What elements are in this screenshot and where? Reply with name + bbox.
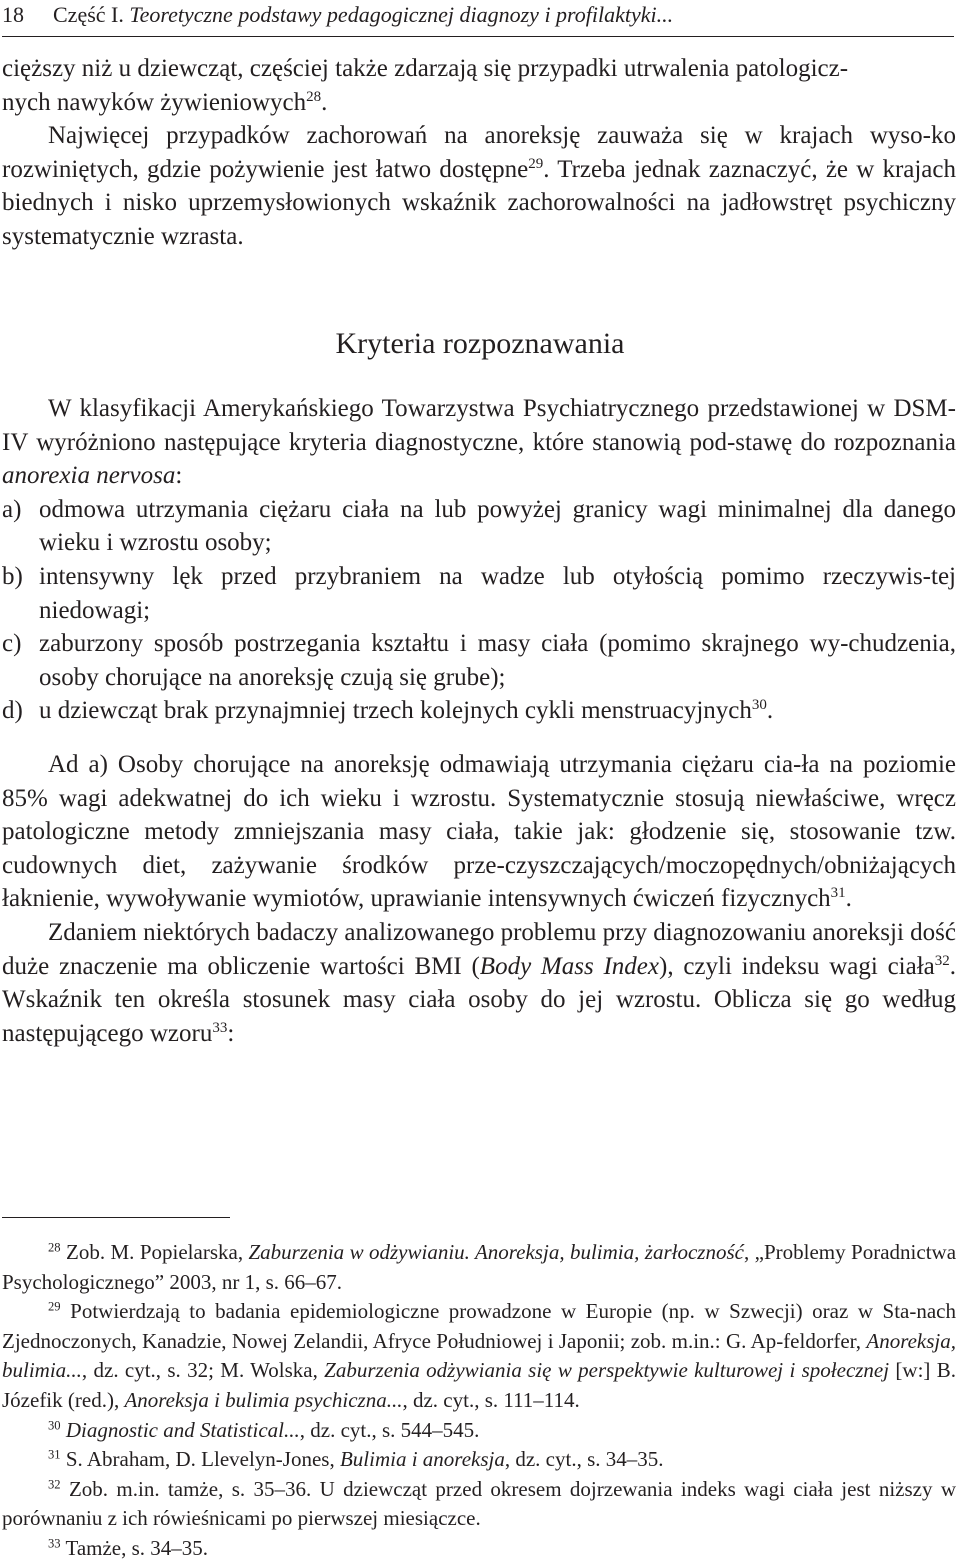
paragraph-line: nych nawyków żywieniowych: [2, 88, 307, 116]
list-item-text: u dziewcząt brak przynajmniej trzech kolejnych cykli menstruacyjnych: [39, 697, 752, 725]
italic-term: anorexia nervosa: [2, 462, 176, 490]
section-heading: Kryteria rozpoznawania: [335, 327, 625, 360]
paragraph-end: :: [227, 1019, 235, 1047]
paragraph-text: W klasyfikacji Amerykańskiego Towarzystwa Psychiatrycznego przedstawionej w DSM-IV wyróżniono następujące kryteria diagnostyczne, które stanowią pod-stawę do rozpoznania: [2, 395, 956, 456]
paragraph-text: Ad a) Osoby chorujące na anoreksję odmawiają utrzymania ciężaru cia-ła na poziomie 85% wagi adekwatnej do ich wieku i wzrostu. Systematycznie stosują niewłaściwe, wręcz patologiczne metody zmniejszania masy ciała, takie jak: głodzenie się, stosowanie tzw. cudownych diet, zażywanie środków prze-czyszczających/moczopędnych/obniżających łaknienie, wywoływanie wymiotów, uprawianie intensywnych ćwiczeń fizycznych: [2, 750, 956, 913]
paragraph: [2, 392, 956, 493]
footnote-italic: Zaburzenia odżywiania się w perspektywie kulturowej i społecznej: [324, 1358, 890, 1383]
footnote-text: , dz. cyt., s. 111–114.: [402, 1387, 580, 1412]
paragraph-line: cięższy niż u dziewcząt, częściej także zdarzają się przypadki utrwalenia patologicz-: [2, 55, 849, 82]
footnote-text: Potwierdzają to badania epidemiologiczne prowadzone w Europie (np. w Szwecji) oraz w Sta-nach Zjednoczonych, Kanadzie, Nowej Zelandii, Afryce Południowej i Japonii; zob. m.in.: G. Ap-feldorfer,: [2, 1299, 957, 1353]
paragraph-end: .: [321, 88, 328, 116]
footnote-text: , dz. cyt., s. 544–545.: [299, 1417, 480, 1442]
list-item: [2, 493, 956, 560]
list-item-end: .: [766, 697, 774, 725]
footnote-italic: Zaburzenia w odżywianiu. Anoreksja, bulimia, żarłoczność: [248, 1240, 744, 1264]
paragraph: [2, 748, 956, 916]
page-number: 18: [2, 2, 24, 27]
header-rule: [2, 36, 954, 37]
list-item-text: intensywny lęk przed przybraniem na wadze lub otyłością pomimo rzeczywis-tej niedowagi;: [39, 562, 956, 624]
footnote-number: 28: [48, 1240, 61, 1255]
footnote-number: 29: [48, 1299, 61, 1314]
list-item: [2, 694, 956, 728]
footnote: [2, 1238, 956, 1297]
list-item: [2, 560, 956, 627]
paragraph-text: ), czyli indeksu wagi ciała: [659, 952, 935, 980]
footnote-text: , dz. cyt., s. 34–35.: [504, 1447, 664, 1472]
footnote-italic: Anoreksja i bulimia psychiczna...: [124, 1387, 403, 1412]
paragraph: [2, 916, 956, 1050]
paragraph-text: Najwięcej przypadków zachorowań na anoreksję zauważa się w krajach wyso-ko rozwiniętych, gdzie pożywienie jest łatwo dostępne: [2, 122, 956, 183]
list-item-text: odmowa utrzymania ciężaru ciała na lub powyżej granicy wagi minimalnej dla danego wieku i wzrostu osoby;: [39, 495, 956, 557]
footnote: [2, 1297, 956, 1415]
list-marker: c): [2, 630, 22, 658]
paragraph: [2, 119, 956, 253]
paragraph-text: . Trzeba jednak zaznaczyć, że w krajach biednych i nisko uprzemysłowionych wskaźnik zachorowalności na jadłowstręt psychiczny systematycznie wzrasta.: [2, 155, 956, 250]
footnote-italic: Bulimia i anoreksja: [339, 1447, 505, 1472]
criteria-list: [2, 493, 956, 728]
footnote-separator: [2, 1217, 230, 1218]
running-header: [2, 0, 954, 38]
footnote-ref[interactable]: 31: [830, 885, 846, 902]
footnote-ref[interactable]: 28: [306, 88, 322, 105]
footnote-italic: Diagnostic and Statistical...: [65, 1417, 300, 1442]
footnote-text: [w:] B. Józefik (red.),: [2, 1358, 956, 1412]
footnote-ref[interactable]: 32: [934, 952, 950, 969]
paragraph-continuation: [2, 52, 956, 119]
footnote-ref[interactable]: 30: [751, 697, 767, 714]
section-body: [2, 392, 956, 1050]
list-marker: a): [2, 495, 22, 523]
part-title: Teoretyczne podstawy pedagogicznej diagnozy i profilaktyki...: [129, 2, 674, 27]
intro-text: [2, 52, 956, 254]
paragraph-text: :: [175, 462, 183, 490]
footnote-italic: Anoreksja, bulimia...: [2, 1328, 956, 1383]
footnote: [2, 1416, 956, 1446]
part-label: Część I.: [53, 2, 124, 27]
footnote-text: S. Abraham, D. Llevelyn-Jones,: [65, 1447, 340, 1472]
list-marker: b): [2, 562, 23, 590]
footnote: [2, 1475, 956, 1534]
footnote-number: 30: [48, 1418, 61, 1433]
footnote-number: 32: [48, 1477, 61, 1492]
footnote-text: , dz. cyt., s. 32; M. Wolska,: [81, 1358, 325, 1383]
footnote-number: 33: [48, 1536, 61, 1551]
paragraph-end: .: [845, 885, 852, 913]
list-marker: d): [2, 697, 23, 725]
footnote: [2, 1445, 956, 1475]
footnote-ref[interactable]: 29: [528, 155, 544, 172]
footnote-number: 31: [48, 1447, 61, 1462]
list-item: [2, 627, 956, 694]
footnote-text: Tamże, s. 34–35.: [65, 1535, 209, 1560]
footnotes: [2, 1238, 956, 1564]
footnote-text: Zob. M. Popielarska,: [66, 1240, 249, 1264]
paragraph-text: Zdaniem niektórych badaczy analizowanego problemu przy diagnozowaniu anoreksji dość duże znaczenie ma obliczenie wartości BMI (: [2, 918, 957, 980]
footnote-text: , „Problemy Poradnictwa Psychologicznego” 2003, nr 1, s. 66–67.: [2, 1240, 957, 1294]
paragraph-text: . Wskaźnik ten określa stosunek masy ciała osoby do jej wzrostu. Oblicza się go według następującego wzoru: [2, 952, 956, 1047]
footnote: [2, 1534, 956, 1564]
italic-term: Body Mass Index: [479, 952, 659, 980]
footnote-text: Zob. m.in. tamże, s. 35–36. U dziewcząt przed okresem dojrzewania indeks wagi ciała jest niższy w porównaniu z ich rówieśnicami po pierwszej miesiączce.: [2, 1476, 956, 1531]
footnote-ref[interactable]: 33: [212, 1019, 228, 1036]
running-title: [53, 0, 673, 30]
list-item-text: zaburzony sposób postrzegania kształtu i masy ciała (pomimo skrajnego wy-chudzenia, osoby chorujące na anoreksję czują się grube);: [39, 630, 956, 691]
